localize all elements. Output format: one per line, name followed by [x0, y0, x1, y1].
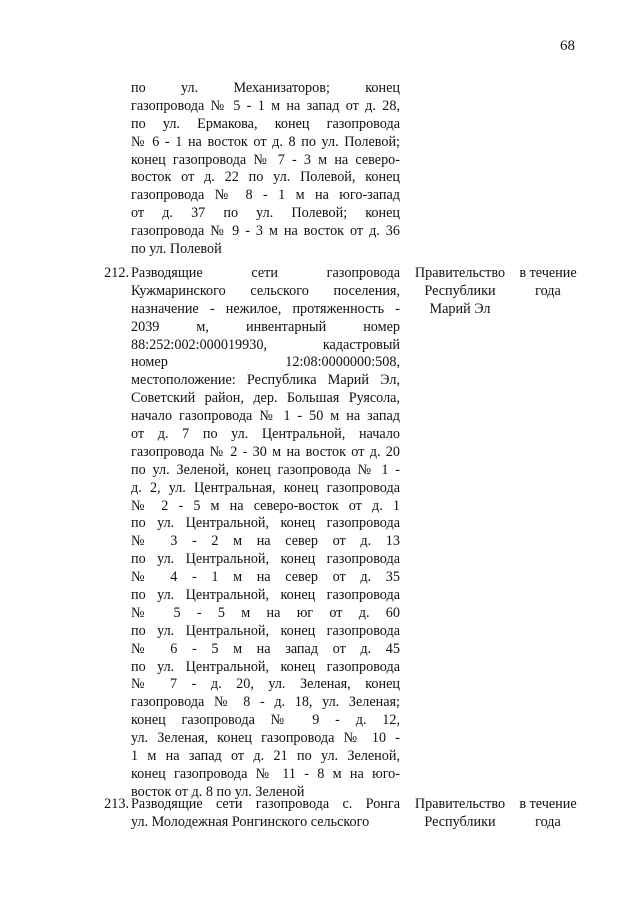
issuer-line: Правительство: [414, 265, 506, 281]
description-line: от д. 37 по ул. Полевой; конец: [131, 205, 400, 222]
description-line: ул. Молодежная Ронгинского сельского: [131, 813, 370, 830]
issuer-line: Республики: [424, 813, 496, 830]
issuer-line: Правительство: [414, 796, 506, 812]
entry-term: [514, 796, 582, 832]
description-line: Кужмаринского сельского поселения,: [131, 282, 400, 299]
description-line: № 5 - 5 м на юг от д. 60: [131, 604, 400, 621]
description-line: по ул. Полевой: [131, 241, 222, 258]
entry-description: [131, 796, 400, 832]
description-line: Советский район, дер. Большая Руясола,: [131, 390, 400, 407]
entry-issuer: [410, 265, 510, 319]
description-line: номер 12:08:0000000:508,: [131, 354, 400, 371]
description-line: восток от д. 8 по ул. Зеленой: [131, 783, 305, 800]
description-line: по ул. Механизаторов; конец: [131, 80, 400, 96]
description-line: 88:252:002:000019930, кадастровый: [131, 336, 400, 353]
term-line: в течение: [519, 796, 577, 812]
description-line: начало газопровода № 1 - 50 м на запад: [131, 408, 400, 425]
entry-number: 213.: [104, 796, 129, 812]
description-line: восток от д. 22 по ул. Полевой, конец: [131, 169, 400, 186]
description-line: газопровода № 2 - 30 м на восток от д. 20: [131, 443, 400, 460]
description-line: по ул. Центральной, конец газопровода: [131, 622, 400, 639]
term-line: в течение: [519, 265, 577, 281]
description-line: по ул. Центральной, конец газопровода: [131, 658, 400, 675]
description-line: по ул. Центральной, конец газопровода: [131, 515, 400, 532]
description-line: конец газопровода № 7 - 3 м на северо-: [131, 151, 400, 168]
description-line: по ул. Центральной, конец газопровода: [131, 587, 400, 604]
description-line: газопровода № 9 - 3 м на восток от д. 36: [131, 223, 400, 240]
description-line: назначение - нежилое, протяженность -: [131, 300, 400, 317]
entry-description: [131, 80, 400, 259]
description-line: № 6 - 5 м на запад от д. 45: [131, 640, 400, 657]
description-line: Разводящие сети газопровода с. Ронга: [131, 796, 400, 812]
issuer-line: Марий Эл: [429, 300, 491, 317]
description-line: 1 м на запад от д. 21 по ул. Зеленой,: [131, 748, 400, 765]
page-number: 68: [560, 38, 575, 54]
description-line: 2039 м, инвентарный номер: [131, 318, 400, 335]
description-line: ул. Зеленая, конец газопровода № 10 -: [131, 730, 400, 747]
entry-number: 212.: [104, 265, 129, 281]
description-line: № 6 - 1 на восток от д. 8 по ул. Полевой;: [131, 133, 400, 150]
issuer-line: Республики: [424, 282, 496, 299]
term-line: года: [535, 813, 561, 830]
description-line: по ул. Центральной, конец газопровода: [131, 551, 400, 568]
description-line: № 7 - д. 20, ул. Зеленая, конец: [131, 676, 400, 693]
description-line: № 2 - 5 м на северо-восток от д. 1: [131, 497, 400, 514]
description-line: № 4 - 1 м на север от д. 35: [131, 569, 400, 586]
description-line: местоположение: Республика Марий Эл,: [131, 372, 400, 389]
description-line: конец газопровода № 9 - д. 12,: [131, 712, 400, 729]
entry-description: [131, 265, 400, 802]
description-line: газопровода № 8 - 1 м на юго-запад: [131, 187, 400, 204]
description-line: Разводящие сети газопровода: [131, 265, 400, 281]
entry-issuer: [410, 796, 510, 832]
entry-term: [514, 265, 582, 301]
description-line: № 3 - 2 м на север от д. 13: [131, 533, 400, 550]
description-line: конец газопровода № 11 - 8 м на юго-: [131, 765, 400, 782]
description-line: по ул. Ермакова, конец газопровода: [131, 115, 400, 132]
description-line: по ул. Зеленой, конец газопровода № 1 -: [131, 461, 400, 478]
term-line: года: [535, 282, 561, 299]
description-line: газопровода № 5 - 1 м на запад от д. 28,: [131, 97, 400, 114]
description-line: от д. 7 по ул. Центральной, начало: [131, 426, 400, 443]
description-line: газопровода № 8 - д. 18, ул. Зеленая;: [131, 694, 400, 711]
description-line: д. 2, ул. Центральная, конец газопровода: [131, 479, 400, 496]
